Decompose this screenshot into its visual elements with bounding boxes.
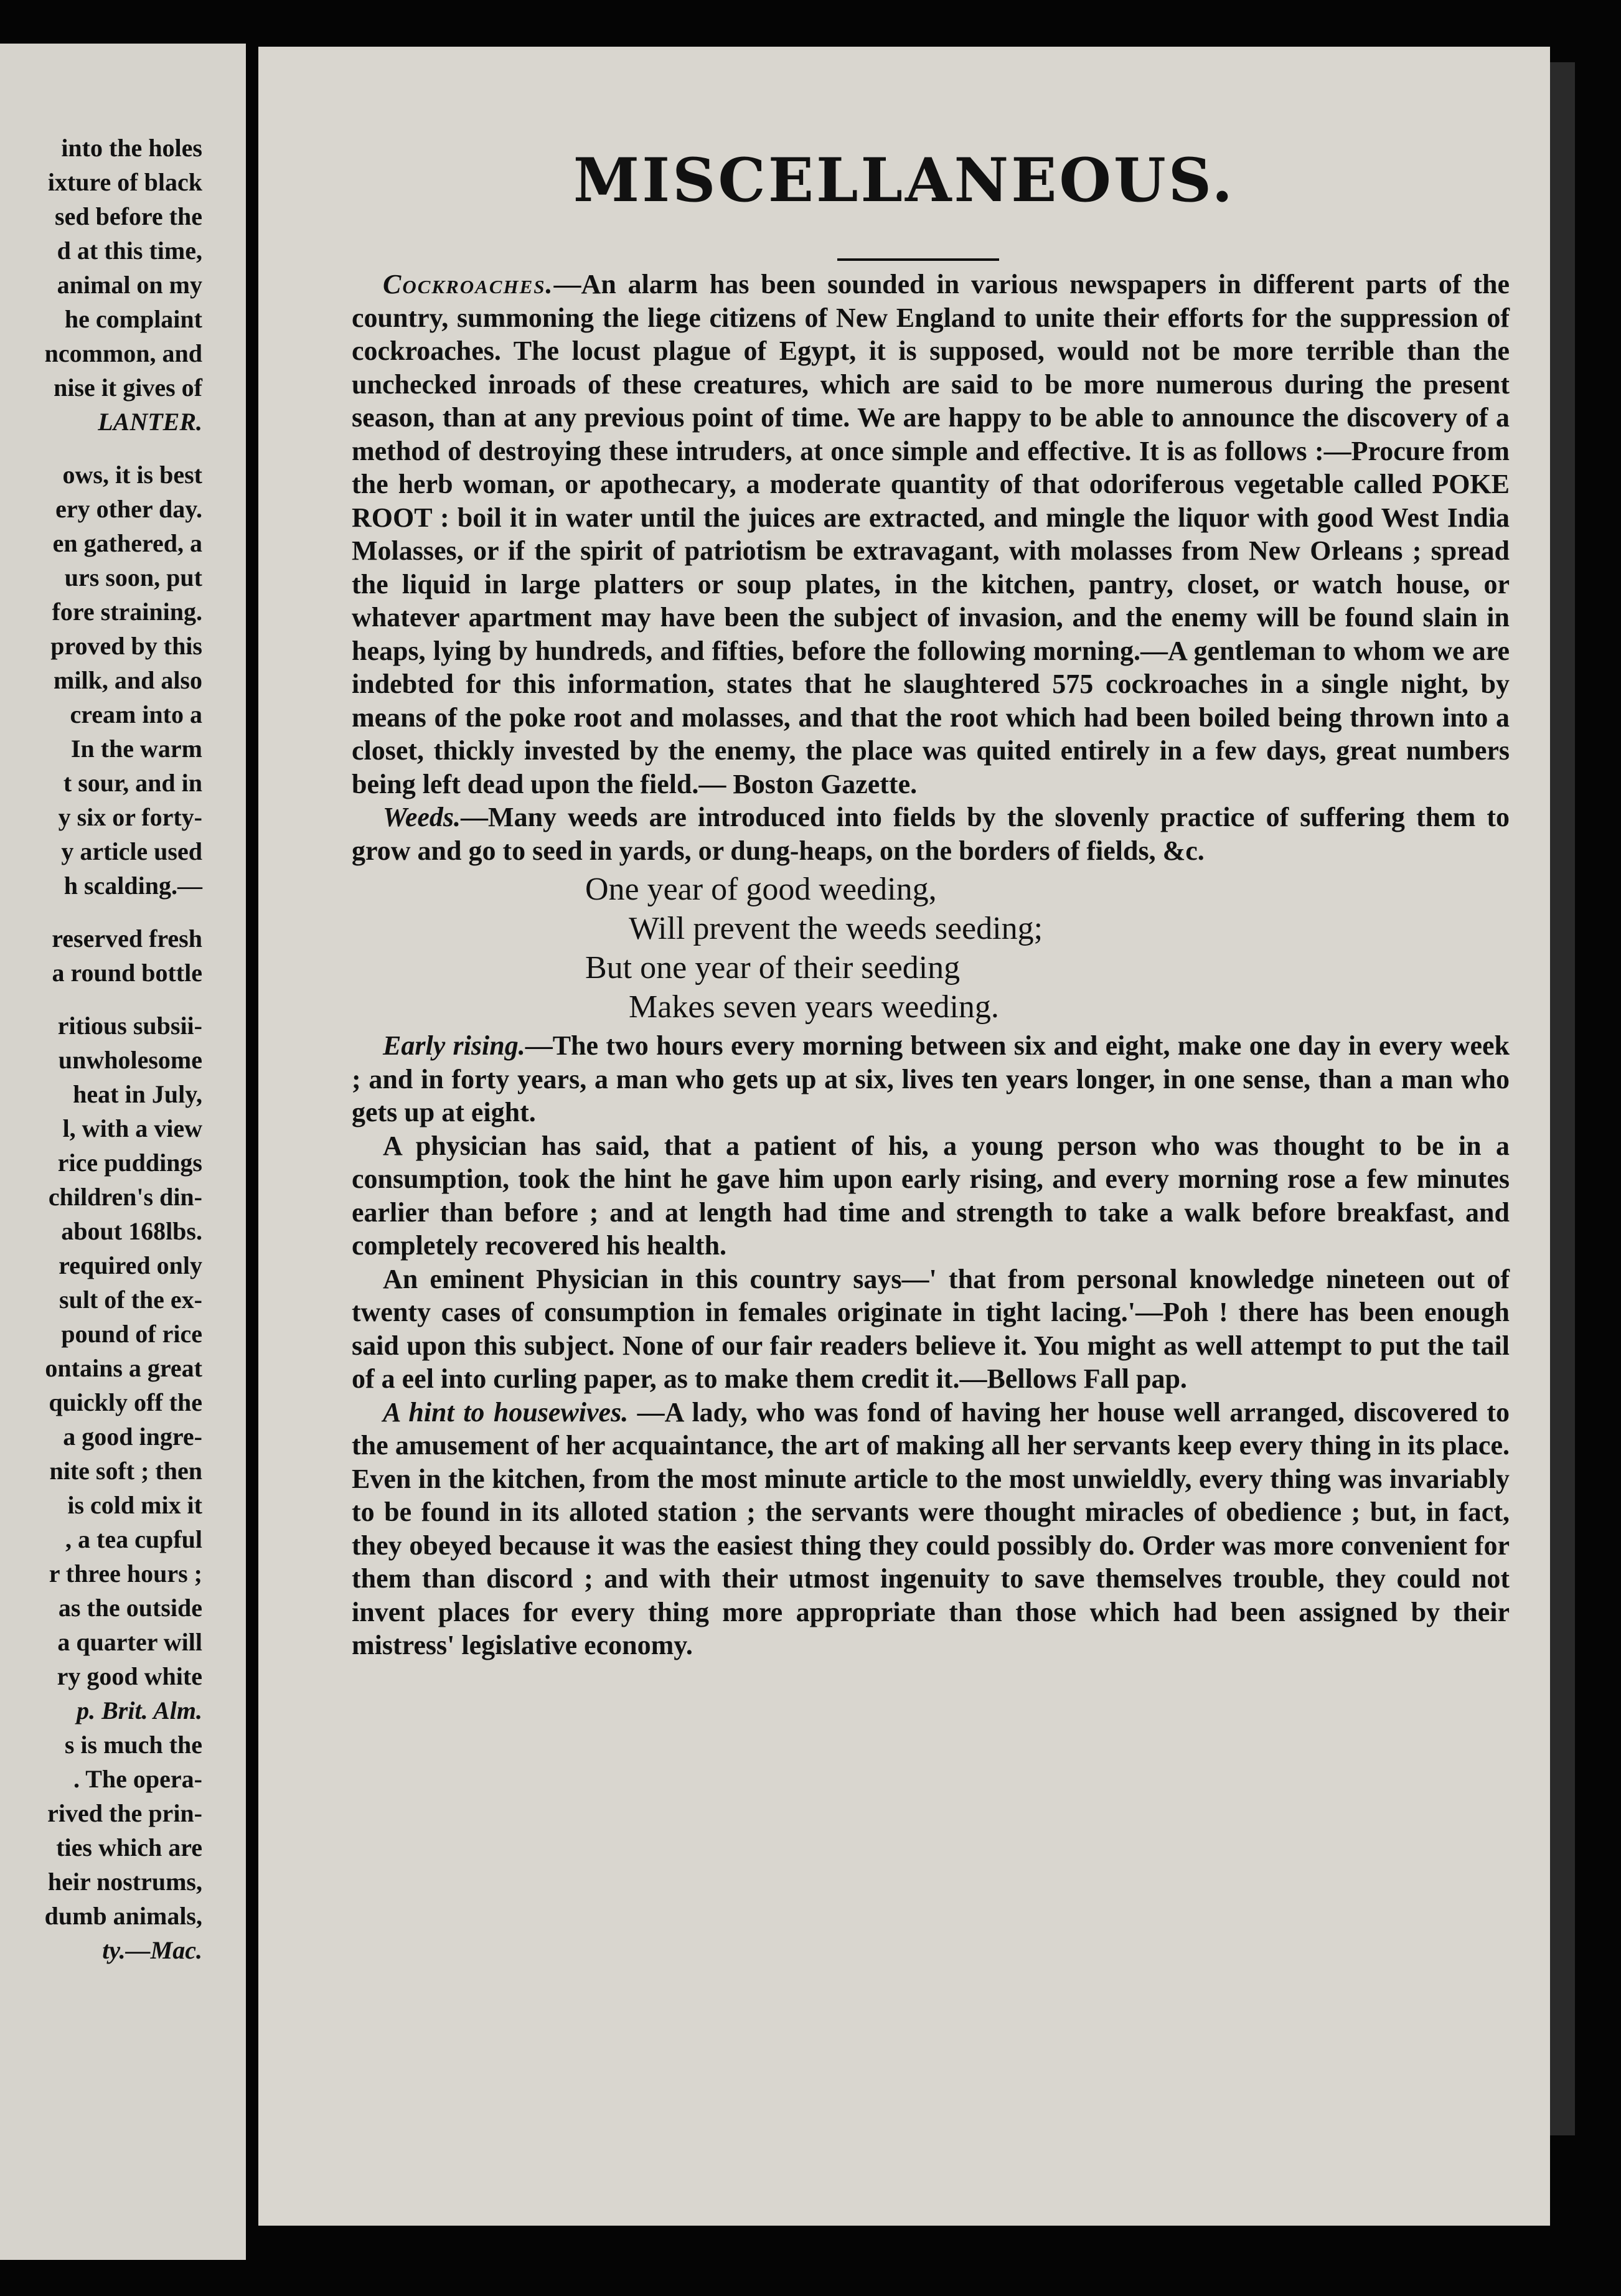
left-column-line: h scalding.— bbox=[63, 872, 202, 900]
article-physician bbox=[352, 1129, 1510, 1263]
verse-line: But one year of their seeding bbox=[585, 950, 961, 986]
article-text: —A lady, who was fond of having her house well arranged, discovered to the amusement of her acquaintance, the art of making all her servants keep every thing in its place. Even in the kitchen, from the most minute article to the most unwieldly, every thing was invariably to be found in its alloted station ; the servants were thought miracles of obedience ; but, in fact, they obeyed because it was the easiest thing they could possibly do. Order was more convenient for them than discord ; and with their utmost ingenuity to save themselves trouble, they could not invent places for every thing more appropriate than those which had been assigned by their mistress' legislative economy. bbox=[352, 1396, 1510, 1660]
article-lead: A hint to housewives. bbox=[383, 1396, 629, 1428]
article-cockroaches bbox=[352, 268, 1510, 801]
left-column-line: sult of the ex- bbox=[59, 1286, 202, 1314]
left-column-line: milk, and also bbox=[54, 666, 202, 694]
left-page-fragment bbox=[0, 44, 246, 2260]
section-headline: MISCELLANEOUS. bbox=[573, 145, 1236, 215]
headline-rule bbox=[837, 258, 999, 261]
verse-line: Will prevent the weeds seeding; bbox=[629, 911, 1043, 946]
article-body bbox=[352, 268, 1510, 1662]
left-column-line: into the holes bbox=[61, 134, 202, 162]
article-lead: Weeds. bbox=[383, 802, 461, 832]
left-column-line: d at this time, bbox=[57, 237, 202, 265]
left-column-line: urs soon, put bbox=[64, 563, 202, 591]
article-text: An eminent Physician in this country says—' that from personal knowledge nineteen out of twenty cases of consumption in females originate in tight lacing.'—Poh ! there has been enough said upon this subject. None of our fair readers believe it. You might as well attempt to put the tail of a eel into curling paper, as to make them credit it.—Bellows Fall pap. bbox=[352, 1263, 1510, 1394]
left-column-line: required only bbox=[59, 1251, 202, 1279]
left-column-line: l, with a view bbox=[62, 1114, 202, 1142]
left-column-line: a quarter will bbox=[57, 1628, 202, 1656]
left-column-line: . The opera- bbox=[73, 1765, 202, 1793]
left-column-line: In the warm bbox=[70, 735, 202, 763]
left-column-line: a round bottle bbox=[52, 959, 202, 987]
article-lead: Early rising. bbox=[383, 1030, 525, 1061]
left-column-line: ty.—Mac. bbox=[102, 1936, 202, 1964]
page-edge-shadow bbox=[1550, 62, 1575, 2135]
left-column-line: heat in July, bbox=[73, 1080, 202, 1108]
left-column-line: y six or forty- bbox=[58, 803, 202, 831]
left-column-line: quickly off the bbox=[49, 1388, 202, 1416]
left-column-line: unwholesome bbox=[58, 1046, 202, 1074]
left-column-line: LANTER. bbox=[98, 408, 202, 436]
left-column-line: is cold mix it bbox=[67, 1491, 202, 1519]
newspaper-page bbox=[258, 47, 1550, 2226]
left-column-line: s is much the bbox=[64, 1731, 202, 1759]
left-column-line: about 168lbs. bbox=[61, 1217, 202, 1245]
left-column-line: rived the prin- bbox=[47, 1799, 202, 1827]
left-column-line: t sour, and in bbox=[63, 769, 202, 797]
left-column-line: cream into a bbox=[70, 700, 202, 728]
left-column-line: y article used bbox=[61, 837, 202, 865]
left-column-line: , a tea cupful bbox=[65, 1525, 202, 1553]
left-column-line: dumb animals, bbox=[44, 1902, 202, 1930]
verse-line: Makes seven years weeding. bbox=[629, 989, 999, 1025]
left-column-line: nite soft ; then bbox=[49, 1457, 202, 1485]
left-column-line: ry good white bbox=[57, 1662, 202, 1690]
weeding-verse bbox=[352, 870, 1510, 1027]
article-weeds bbox=[352, 801, 1510, 867]
left-column-line: a good ingre- bbox=[63, 1423, 202, 1451]
left-column-text bbox=[0, 131, 202, 1967]
article-eminent-physician bbox=[352, 1263, 1510, 1396]
left-column-line: en gathered, a bbox=[52, 529, 202, 557]
verse-line: One year of good weeding, bbox=[585, 872, 937, 907]
article-text: —The two hours every morning between six and eight, make one day in every week ; and in forty years, a man who gets up at six, lives ten years longer, in one sense, than a man who gets up at eight. bbox=[352, 1030, 1510, 1127]
article-housewives bbox=[352, 1396, 1510, 1662]
left-column-line: as the outside bbox=[58, 1594, 202, 1622]
left-column-line: he complaint bbox=[64, 305, 202, 333]
left-column-line: ontains a great bbox=[45, 1354, 202, 1382]
left-column-line: pound of rice bbox=[61, 1320, 202, 1348]
left-column-line: rice puddings bbox=[57, 1149, 202, 1177]
article-early-rising bbox=[352, 1029, 1510, 1129]
article-text: A physician has said, that a patient of his, a young person who was thought to be in a consumption, took the hint he gave him upon early rising, and every morning rose a few minutes earlier than before ; and at length had time and strength to take a walk before breakfast, and completely recovered his health. bbox=[352, 1130, 1510, 1261]
left-column-line: r three hours ; bbox=[49, 1560, 202, 1588]
left-column-line: fore straining. bbox=[52, 598, 202, 626]
left-column-line: ties which are bbox=[56, 1833, 202, 1861]
left-column-line: proved by this bbox=[50, 632, 202, 660]
page-gutter bbox=[246, 0, 258, 2296]
left-column-line: animal on my bbox=[57, 271, 202, 299]
left-column-line: reserved fresh bbox=[52, 925, 202, 953]
left-column-line: ery other day. bbox=[55, 495, 202, 523]
article-text: —An alarm has been sounded in various newspapers in different parts of the country, summoning the liege citizens of New England to unite their efforts for the suppression of cockroaches. The locust plague of Egypt, it is supposed, would not be more terrible than the unchecked inroads of these creatures, which are said to be more numerous during the present season, than at any previous point of time. We are happy to be able to announce the discovery of a method of destroying these intruders, at once simple and effective. It is as follows :—Procure from the herb woman, or apothecary, a moderate quantity of that odoriferous vegetable called POKE ROOT : boil it in water until the juices are extracted, and mingle the liquor with good West India Molasses, or if the spirit of patriotism be extravagant, with molasses from New Orleans ; spread the liquid in large platters or soup plates, in the kitchen, pantry, closet, or watch house, or whatever apartment may have been the subject of invasion, and the enemy will be found slain in heaps, lying by hundreds, and fifties, before the following morning.—A gentleman to whom we are indebted for this information, states that he slaughtered 575 cockroaches in a single night, by means of the poke root and molasses, and that the root which had been boiled being thrown into a closet, thickly invested by the enemy, the place was quited entirely in a few days, great numbers being left dead upon the field.— Boston Gazette. bbox=[352, 269, 1510, 799]
article-lead: Cockroaches. bbox=[383, 269, 554, 299]
left-column-line: ncommon, and bbox=[44, 339, 202, 367]
left-column-line: children's din- bbox=[48, 1183, 202, 1211]
left-column-line: p. Brit. Alm. bbox=[77, 1696, 202, 1724]
left-column-line: ows, it is best bbox=[62, 461, 202, 489]
left-column-line: nise it gives of bbox=[54, 374, 202, 402]
left-column-line: ixture of black bbox=[47, 168, 202, 196]
left-column-line: sed before the bbox=[55, 202, 202, 230]
left-column-line: ritious subsii- bbox=[57, 1012, 202, 1040]
left-column-line: heir nostrums, bbox=[47, 1868, 202, 1896]
article-text: —Many weeds are introduced into fields by the slovenly practice of suffering them to grow and go to seed in yards, or dung-heaps, on the borders of fields, &c. bbox=[352, 802, 1510, 866]
